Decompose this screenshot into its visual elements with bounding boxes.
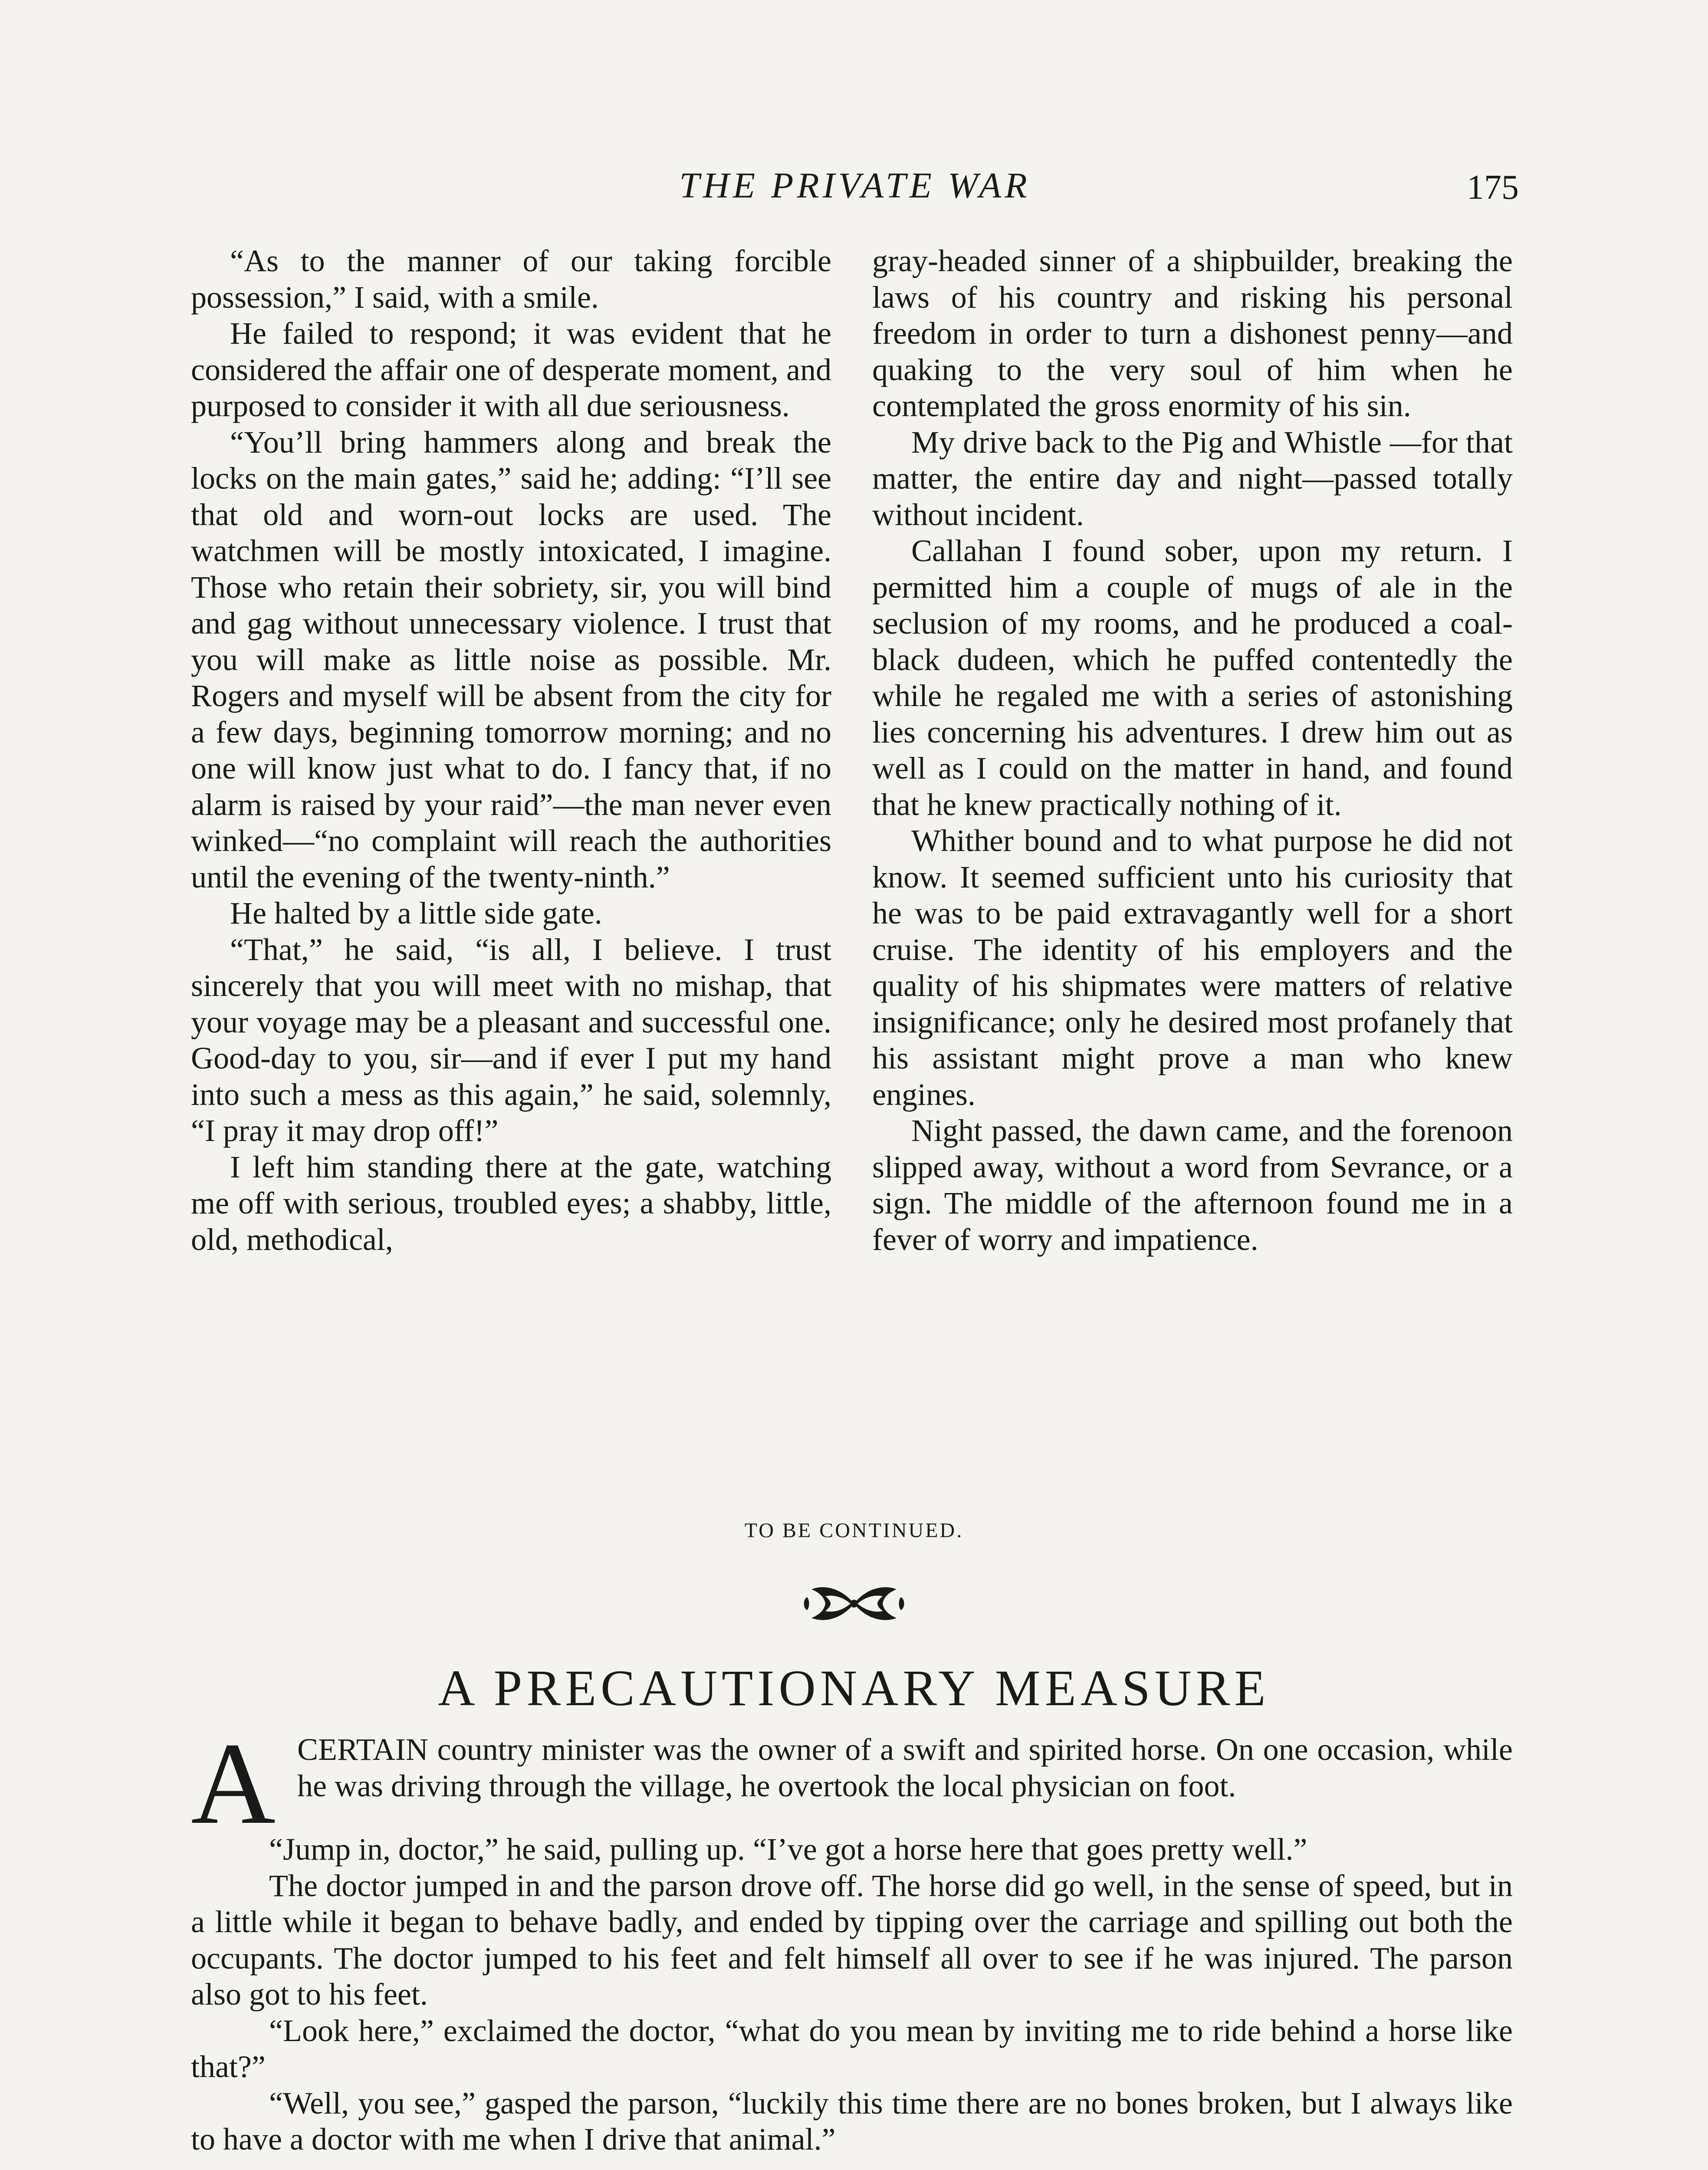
fleuron-ornament-icon [798, 1580, 910, 1628]
article-title: A PRECAUTIONARY MEASURE [438, 1660, 1270, 1716]
story-paragraph: My drive back to the Pig and Whistle —for that matter, the entire day and night—passed totally without incident. [872, 424, 1513, 532]
running-title: THE PRIVATE WAR [679, 165, 1031, 206]
article-first-paragraph-text: CERTAIN country minister was the owner of a swift and spirited horse. On one occasion, while he was driving through the village, he overtook the local physician on foot. [297, 1732, 1513, 1803]
article-paragraph: “Well, you see,” gasped the parson, “luckily this time there are no bones broken, but I always like to have a doctor with me when I drive that animal.” [191, 2085, 1513, 2157]
story-paragraph: Whither bound and to what purpose he did not know. It seemed sufficient unto his curiosity that he was to be paid extravagantly well for a short cruise. The identity of his employers and the quality of his shipmates were matters of relative insignificance; only he desired most profanely that his assistant might prove a man who knew engines. [872, 823, 1513, 1112]
to-be-continued-label: TO BE CONTINUED. [744, 1519, 964, 1542]
article-paragraph: “Look here,” exclaimed the doctor, “what do you mean by inviting me to ride behind a horse like that?” [191, 2013, 1513, 2084]
story-left-column [191, 243, 831, 1258]
story-paragraph: I left him standing there at the gate, watching me off with serious, troubled eyes; a shabby, little, old, methodical, [191, 1149, 831, 1257]
article-body [191, 1719, 1513, 2158]
story-paragraph: “You’ll bring hammers along and break the locks on the main gates,” said he; adding: “I’ll see that old and worn-out locks are used. The watchmen will be mostly intoxicated, I imagine. Those who retain their sobriety, sir, you will bind and gag without unnecessary violence. I trust that you will make as little noise as possible. Mr. Rogers and myself will be absent from the city for a few days, beginning tomorrow morning; and no one will know just what to do. I fancy that, if no alarm is raised by your raid”—the man never even winked—“no complaint will reach the authorities until the evening of the twenty-ninth.” [191, 424, 831, 894]
article-paragraph: The doctor jumped in and the parson drove off. The horse did go well, in the sense of speed, but in a little while it began to behave badly, and ended by tipping over the carriage and spilling out both the occupants. The doctor jumped to his feet and felt himself all over to see if he was injured. The parson also got to his feet. [191, 1868, 1513, 2012]
drop-cap: A [191, 1719, 276, 1848]
story-paragraph: He failed to respond; it was evident that he considered the affair one of desperate moment, and purposed to consider it with all due seriousness. [191, 316, 831, 423]
story-paragraph-continued: gray-headed sinner of a shipbuilder, breaking the laws of his country and risking his personal freedom in order to turn a dishonest penny—and quaking to the very soul of him when he contemplated the gross enormity of his sin. [872, 243, 1513, 423]
story-paragraph: Night passed, the dawn came, and the forenoon slipped away, without a word from Sevrance, or a sign. The middle of the afternoon found me in a fever of worry and impatience. [872, 1113, 1513, 1257]
article-first-paragraph [191, 1719, 1513, 1848]
story-paragraph: He halted by a little side gate. [230, 896, 602, 930]
story-paragraph: “That,” he said, “is all, I believe. I trust sincerely that you will meet with no mishap, that your voyage may be a pleasant and successful one. Good-day to you, sir—and if ever I put my hand into such a mess as this again,” he said, solemnly, “I pray it may drop off!” [191, 932, 831, 1148]
page-number: 175 [1467, 168, 1519, 207]
article-paragraph: “Jump in, doctor,” he said, pulling up. “I’ve got a horse here that goes pretty well.” [269, 1832, 1307, 1867]
story-paragraph: “As to the manner of our taking forcible possession,” I said, with a smile. [191, 243, 831, 315]
story-paragraph: Callahan I found sober, upon my return. I permitted him a couple of mugs of ale in the seclusion of my rooms, and he produced a coal-black dudeen, which he puffed contentedly the while he regaled me with a series of astonishing lies concerning his adventures. I drew him out as well as I could on the matter in hand, and found that he knew practically nothing of it. [872, 533, 1513, 822]
story-right-column [872, 243, 1513, 1258]
